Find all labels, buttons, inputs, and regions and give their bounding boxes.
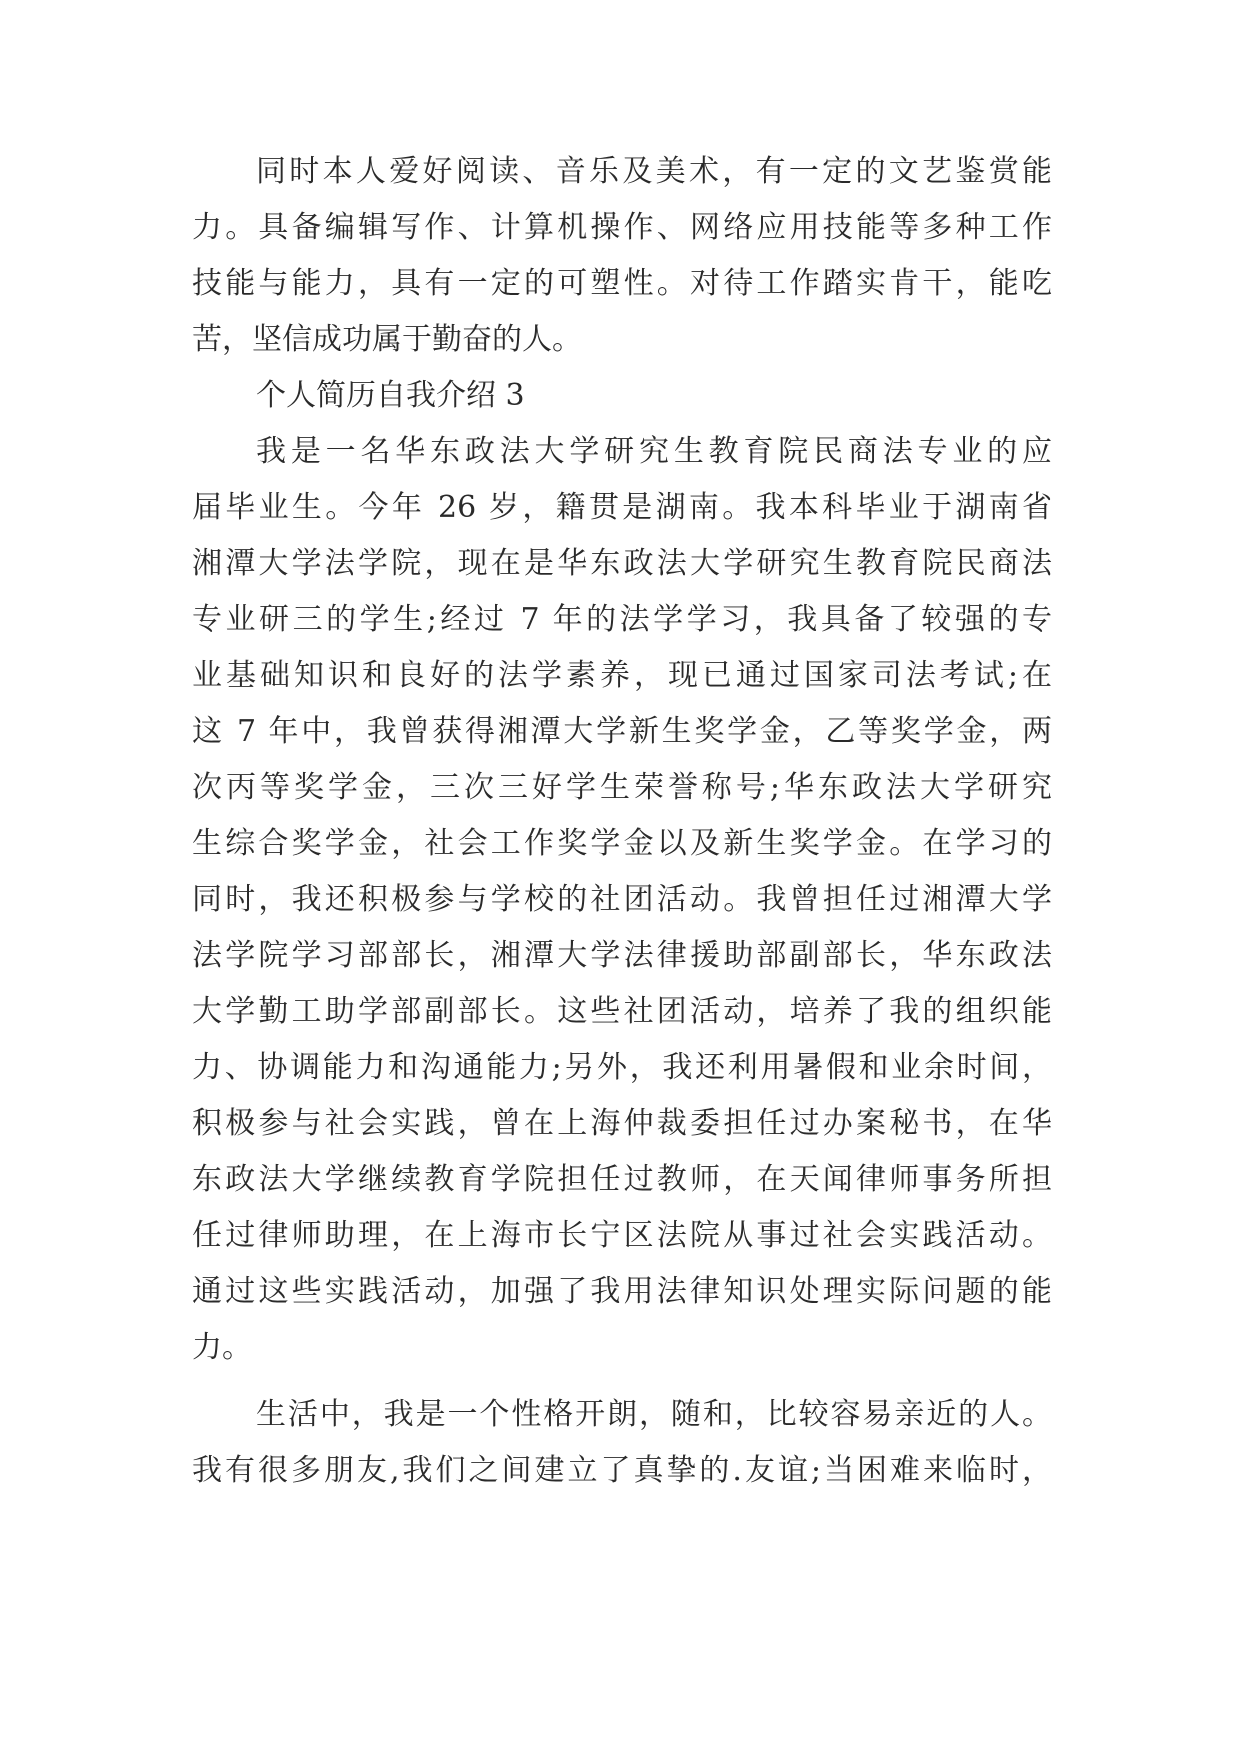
text-line: 大学勤工助学部副部长。这些社团活动，培养了我的组织能 [192, 994, 1052, 1029]
text-line: 届毕业生。今年 26 岁，籍贯是湖南。我本科毕业于湖南省 [192, 490, 1052, 525]
text-line: 力。具备编辑写作、计算机操作、网络应用技能等多种工作 [192, 210, 1052, 245]
text-line: 这 7 年中，我曾获得湘潭大学新生奖学金，乙等奖学金，两 [192, 714, 1052, 749]
text-line: 法学院学习部部长，湘潭大学法律援助部副部长，华东政法 [192, 938, 1052, 973]
text-line: 通过这些实践活动，加强了我用法律知识处理实际问题的能 [192, 1274, 1052, 1309]
text-line: 任过律师助理，在上海市长宁区法院从事过社会实践活动。 [192, 1218, 1052, 1253]
text-line: 专业研三的学生;经过 7 年的法学学习，我具备了较强的专 [192, 602, 1052, 637]
text-line: 生综合奖学金，社会工作奖学金以及新生奖学金。在学习的 [192, 826, 1052, 861]
text-line: 技能与能力，具有一定的可塑性。对待工作踏实肯干，能吃 [192, 266, 1052, 301]
text-line: 力、协调能力和沟通能力;另外，我还利用暑假和业余时间， [192, 1050, 1052, 1085]
text-line: 同时本人爱好阅读、音乐及美术，有一定的文艺鉴赏能 [256, 154, 1052, 189]
text-line: 同时，我还积极参与学校的社团活动。我曾担任过湘潭大学 [192, 882, 1052, 917]
text-line: 积极参与社会实践，曾在上海仲裁委担任过办案秘书，在华 [192, 1106, 1052, 1141]
text-line: 苦，坚信成功属于勤奋的人。 [192, 322, 582, 357]
text-line: 生活中，我是一个性格开朗，随和，比较容易亲近的人。 [256, 1397, 1052, 1432]
text-line: 东政法大学继续教育学院担任过教师，在天闻律师事务所担 [192, 1162, 1052, 1197]
text-line: 个人简历自我介绍 3 [256, 378, 525, 413]
text-line: 我有很多朋友,我们之间建立了真挚的.友谊;当困难来临时， [192, 1453, 1052, 1488]
text-line: 湘潭大学法学院，现在是华东政法大学研究生教育院民商法 [192, 546, 1052, 581]
text-line: 我是一名华东政法大学研究生教育院民商法专业的应 [256, 434, 1052, 469]
text-line: 力。 [192, 1330, 252, 1365]
text-line: 次丙等奖学金，三次三好学生荣誉称号;华东政法大学研究 [192, 770, 1052, 805]
text-line: 业基础知识和良好的法学素养，现已通过国家司法考试;在 [192, 658, 1052, 693]
